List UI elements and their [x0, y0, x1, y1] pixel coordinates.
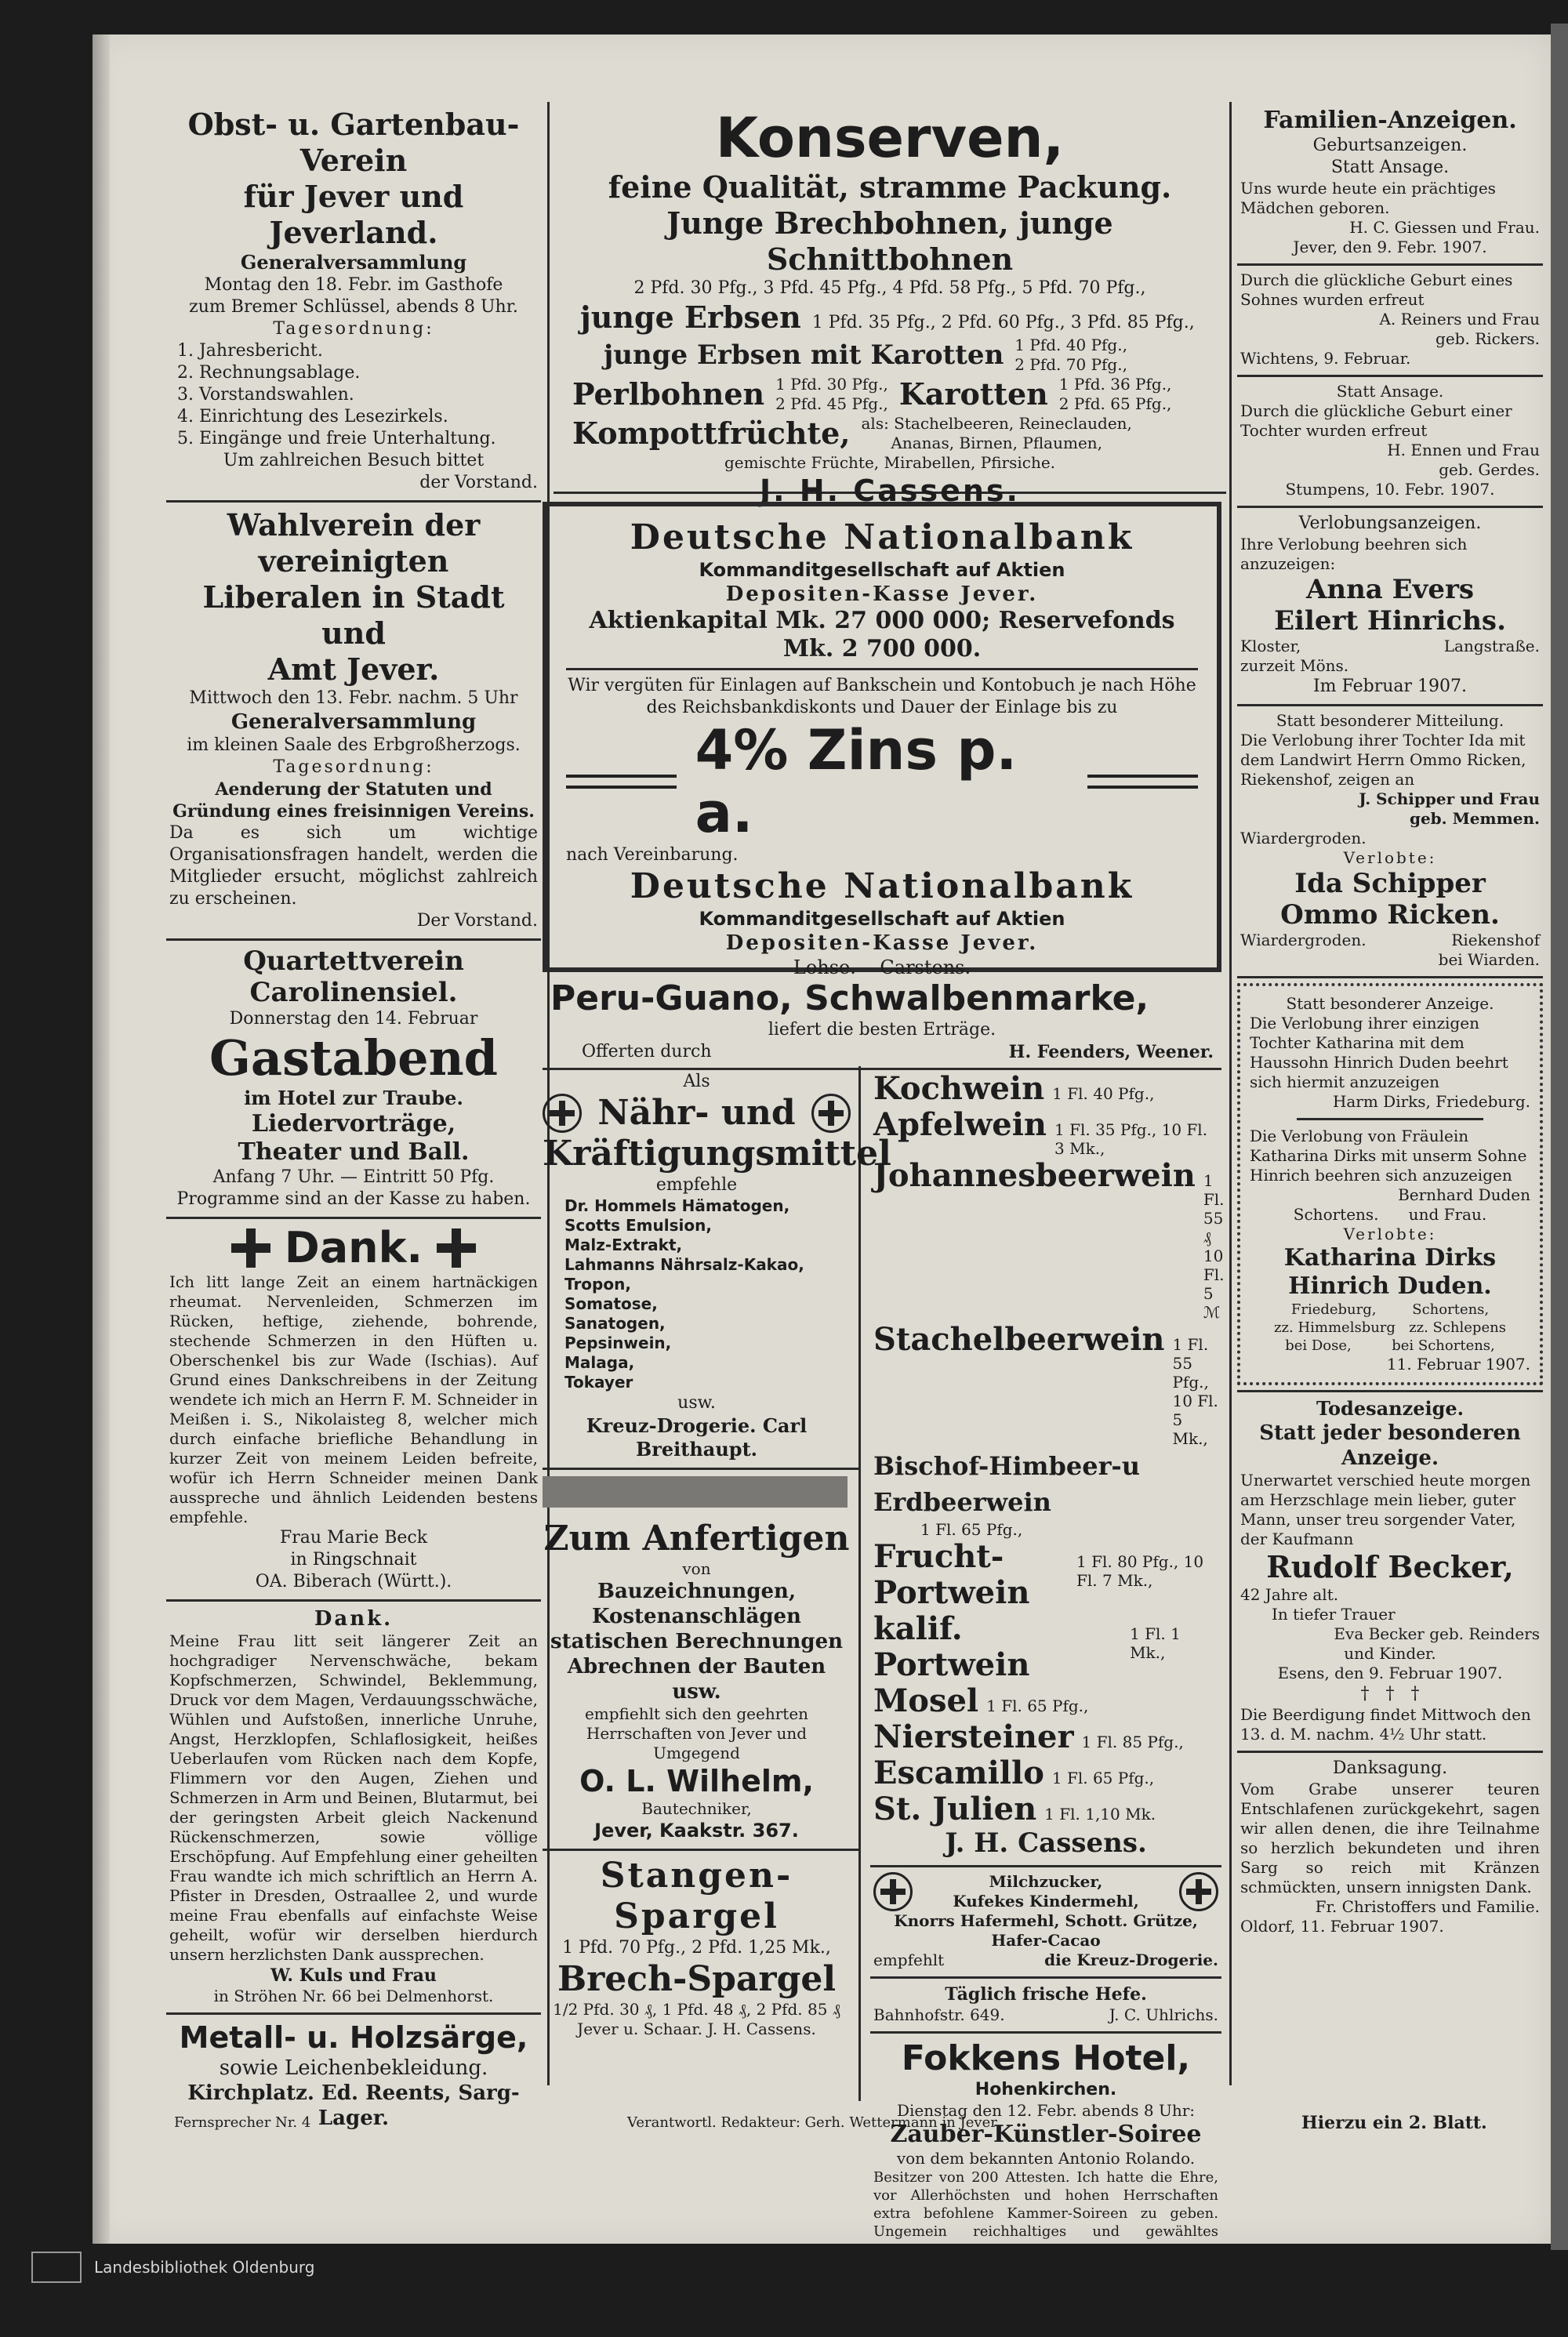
ad-danksagung: [1237, 1753, 1543, 1943]
ad-fokkens-hotel: [870, 2034, 1221, 2337]
ennen-statt: Statt Ansage.: [1336, 382, 1444, 401]
obst-agenda-label: Tagesordnung:: [273, 319, 434, 339]
bar-ornament: [566, 775, 677, 789]
schipper-verlobter: Ommo Ricken.: [1280, 899, 1500, 931]
wine-row: [873, 1683, 1218, 1719]
ad-verlobung-schipper: [1237, 706, 1543, 978]
verlobung-text: Ihre Verlobung beehren sich anzuzeigen:: [1240, 535, 1468, 573]
konserven-item: Karotten: [898, 376, 1048, 412]
quartett-line: Liedervorträge,: [251, 1110, 456, 1138]
cross-icon: [231, 1228, 270, 1268]
cross-icon: [811, 1094, 851, 1133]
ad-verlobung-evers: [1237, 508, 1543, 706]
anfertigen-line: statischen Berechnungen: [550, 1630, 844, 1653]
milch-line: Milchzucker,: [989, 1872, 1103, 1891]
quartett-line: Donnerstag den 14. Februar: [229, 1009, 478, 1029]
naehr-sign: Kreuz-Drogerie. Carl Breithaupt.: [586, 1414, 808, 1461]
column-rule-2: [1229, 102, 1232, 2085]
wine-price: 1 Fl. 1 Mk.,: [1130, 1624, 1181, 1662]
library-watermark: Landesbibliothek Oldenburg: [94, 2258, 315, 2277]
wine-row: [873, 1791, 1218, 1827]
konserven-title: Konserven,: [715, 106, 1065, 170]
wine-row: [873, 1322, 1218, 1448]
todes-beerdigung: Die Beerdigung findet Mittwoch den 13. d. M. nachm. 4½ Uhr statt.: [1240, 1705, 1531, 1744]
ennen-name: H. Ennen und Frau: [1387, 441, 1540, 459]
wine-sign: J. H. Cassens.: [945, 1827, 1147, 1859]
verlobung-title: Verlobungsanzeigen.: [1298, 513, 1482, 533]
bank-kapital: Aktienkapital Mk. 27 000 000; Reservefonds Mk. 2 700 000.: [589, 607, 1175, 662]
duden-name: Bernhard Duden: [1398, 1185, 1530, 1204]
wine-price: 1 Fl. 40 Pfg.,: [1052, 1084, 1155, 1103]
familien-title: Familien-Anzeigen.: [1263, 107, 1517, 134]
naehr-item: Somatose,: [564, 1294, 658, 1313]
wine-row: [873, 1611, 1218, 1683]
schipper-text: Die Verlobung ihrer Tochter Ida mit dem Landwirt Herrn Ommo Ricken, Riekenshof, zeigen an: [1240, 731, 1526, 789]
ad-milchzucker: [870, 1867, 1221, 1979]
ad-geburt-ennen: [1237, 377, 1543, 508]
cross-icon: [1179, 1872, 1218, 1911]
schipper-place: bei Wiarden.: [1438, 950, 1540, 969]
naehr-title: Kräftigungsmittel: [543, 1134, 891, 1174]
wahl-title: Liberalen in Stadt und: [202, 579, 505, 651]
obst-subtitle: für Jever und Jeverland.: [243, 179, 464, 250]
obst-heading: Generalversammlung: [240, 251, 467, 274]
cross-icons: † † †: [1360, 1684, 1420, 1704]
ad-dank-kuls: [166, 1602, 541, 2015]
cross-icon: [437, 1228, 476, 1268]
obst-agenda: [169, 340, 538, 450]
ad-hefe: [870, 1979, 1221, 2034]
familien-name: H. C. Giessen und Frau.: [1349, 218, 1540, 237]
saerge-title: Metall- u. Holzsärge,: [179, 2020, 528, 2055]
spargel-line: 1/2 Pfd. 30 ₰, 1 Pfd. 48 ₰, 2 Pfd. 85 ₰: [553, 2000, 840, 2019]
wine-row: [873, 1107, 1218, 1158]
ad-obstverein: [166, 102, 541, 503]
quartett-title: Quartettverein Carolinensiel.: [243, 945, 464, 1008]
konserven-sub: feine Qualität, stramme Packung.: [608, 169, 1172, 205]
konserven-item: junge Erbsen: [580, 299, 801, 335]
ad-naehrmittel: [543, 1066, 891, 1470]
agenda-item: 3. Vorstandswahlen.: [177, 385, 354, 405]
bank-names: Lohse. Carstens.: [793, 956, 971, 978]
milch-line: Knorrs Hafermehl, Schott. Grütze,: [894, 1911, 1198, 1930]
milch-shop: die Kreuz-Drogerie.: [1044, 1951, 1218, 1969]
naehr-item: Tokayer: [564, 1373, 633, 1392]
anfertigen-job: Bautechniker,: [641, 1799, 752, 1818]
naehr-usw: usw.: [677, 1393, 716, 1413]
reiners-text: Durch die glückliche Geburt eines Sohnes wurden erfreut: [1240, 270, 1513, 309]
dank-title: Dank.: [314, 1607, 394, 1631]
agenda-item: 2. Rechnungsablage.: [177, 363, 361, 383]
todes-age: 42 Jahre alt.: [1240, 1585, 1339, 1604]
verlobung-place: zurzeit Möns.: [1240, 656, 1349, 675]
todes-statt: Statt jeder besonderen Anzeige.: [1259, 1421, 1521, 1470]
wine-row: [873, 1520, 1218, 1539]
wine-row: [873, 1157, 1225, 1322]
duden-date: 11. Februar 1907.: [1386, 1355, 1530, 1374]
scan-edge: [1551, 24, 1568, 2250]
duden-verlobte: Verlobte:: [1343, 1225, 1437, 1243]
ad-spargel: [543, 1851, 858, 2045]
wahl-sign: Der Vorstand.: [416, 911, 538, 931]
cross-icon: [873, 1872, 913, 1911]
bank-kasse: Depositen-Kasse Jever.: [725, 582, 1039, 606]
wine-name: Bischof-Himbeer-u Erdbeerwein: [873, 1451, 1140, 1517]
konserven-item: Kompottfrüchte,: [572, 416, 851, 451]
dank-sign: W. Kuls und Frau: [270, 1965, 437, 1986]
wine-name: Mosel: [873, 1682, 979, 1719]
hefe-title: Täglich frische Hefe.: [945, 1984, 1147, 2005]
duden-name: Schortens. und Frau.: [1293, 1205, 1487, 1224]
todes-title: Todesanzeige.: [1316, 1397, 1465, 1420]
dank-text: Ich litt lange Zeit an einem hartnäckigen rheumat. Nervenleiden, Schmerzen im Rücken, heftige, ziehende, bohrende, stechende Schmerzen in den Hüften u. Oberschenkel bis zur Wade (Ischias). Auf Grund eines Dankschreibens in der Zeitung wendete ich mich an Herrn F. M. Schneider in Meißen i. S., Nikolaisteg 8, welcher mich durch einfache briefliche Behandlung in kurzer Zeit von meinem Leiden befreite, wofür ich Herrn Schneider meinen Dank ausspreche und ähnlich Leidenden bestens empfehle.: [169, 1272, 538, 1526]
duden-name: Harm Dirks, Friedeburg.: [1332, 1092, 1530, 1111]
fokkens-preise: Preise der Plätze: Im Vorverkauf bei Herrn Fokken 1. Platz 60 Pfg., 2. Platz 40 Pfg. An der Kasse 1. Platz 75 Pfg., 2. Platz 50 Pfg. Kinder die Hälfte. Programm an der Kasse.: [873, 2259, 1218, 2330]
anfertigen-line: Bauzeichnungen, Kostenanschlägen: [592, 1580, 801, 1628]
naehr-item: Malz-Extrakt,: [564, 1236, 683, 1254]
wine-name: Escamillo: [873, 1755, 1044, 1791]
obst-closing: Um zahlreichen Besuch bittet: [223, 451, 485, 470]
reiners-name: A. Reiners und Frau: [1379, 310, 1540, 328]
wine-name: Kochwein: [873, 1070, 1045, 1107]
footer-editor: Verantwortl. Redakteur: Gerh. Wettermann in Jever.: [627, 2114, 1000, 2131]
wahl-agenda-label: Tagesordnung:: [273, 757, 434, 777]
obst-line: Montag den 18. Febr. im Gasthofe: [204, 275, 503, 295]
danksagung-title: Danksagung.: [1332, 1758, 1448, 1778]
footer-note: Hierzu ein 2. Blatt.: [1301, 2113, 1487, 2133]
duden-verlobter: Katharina Dirks: [1283, 1244, 1497, 1272]
naehr-item: Tropon,: [564, 1275, 631, 1294]
bank-nach: nach Vereinbarung.: [566, 845, 739, 865]
anfertigen-name: O. L. Wilhelm,: [579, 1764, 814, 1798]
guano-title: Peru-Guano, Schwalbenmarke,: [550, 978, 1149, 1018]
reiners-date: Wichtens, 9. Februar.: [1240, 349, 1411, 368]
wine-row: [873, 1755, 1218, 1791]
duden-text: Die Verlobung ihrer einzigen Tochter Katharina mit dem Haussohn Hinrich Duden beehrt sich hiermit anzuzeigen: [1250, 1014, 1508, 1091]
konserven-price: 1 Pfd. 30 Pfg.,: [775, 375, 888, 394]
danksagung-text: Vom Grabe unserer teuren Entschlafenen zurückgekehrt, sagen wir allen denen, die ihre Teilnahme so herzlich bekundeten und ihren Sarg so reich mit Kränzen schmückten, unsern innigsten Dank.: [1240, 1780, 1540, 1896]
naehr-item: Dr. Hommels Hämatogen,: [564, 1196, 790, 1215]
obst-title: Obst- u. Gartenbau-Verein: [187, 107, 520, 178]
fokkens-text: Besitzer von 200 Attesten. Ich hatte die Ehre, vor Allerhöchsten und hohen Herrschaften extra befohlene Kammer-Soireen zu geben. Ungemein reichhaltiges und gewähltes Programm.: [873, 2169, 1218, 2258]
dank-title: Dank.: [284, 1223, 423, 1272]
anfertigen-addr: Jever, Kaakstr. 367.: [594, 1820, 799, 1842]
ad-guano: [543, 975, 1221, 1070]
spargel-sign: Jever u. Schaar. J. H. Cassens.: [577, 2019, 816, 2038]
konserven-item: junge Erbsen mit Karotten: [604, 339, 1004, 371]
duden-statt: Statt besonderer Anzeige.: [1286, 994, 1494, 1013]
wine-row: [873, 1539, 1218, 1611]
wine-name: Frucht-Portwein: [873, 1538, 1030, 1611]
wine-name: Stachelbeerwein: [873, 1321, 1165, 1358]
verlobung-place: Kloster,: [1240, 637, 1301, 655]
wahl-heading: Generalversammlung: [230, 710, 477, 734]
fokkens-place: Hohenkirchen.: [975, 2080, 1117, 2099]
todes-family: und Kinder.: [1344, 1644, 1436, 1663]
ad-wahlverein: [166, 503, 541, 941]
schipper-statt: Statt besonderer Mitteilung.: [1276, 711, 1504, 730]
quartett-big: Gastabend: [209, 1029, 499, 1087]
todes-family: Eva Becker geb. Reinders: [1334, 1624, 1540, 1643]
ennen-text: Durch die glückliche Geburt einer Tochter wurden erfreut: [1240, 401, 1512, 440]
todes-text: Unerwartet verschied heute morgen am Herzschlage mein lieber, guter Mann, unser treu sorgender Vater, der Kaufmann: [1240, 1471, 1531, 1548]
verlobung-place: Langstraße.: [1443, 637, 1540, 655]
wine-price: 1 Fl. 85 Pfg.,: [1081, 1733, 1184, 1751]
konserven-price: 1 Pfd. 40 Pfg.,: [1014, 336, 1127, 354]
konserven-price: 2 Pfd. 45 Pfg.,: [775, 394, 888, 413]
wahl-title: Amt Jever.: [267, 651, 440, 687]
schipper-place: Wiardergroden.: [1240, 829, 1367, 847]
naehr-als: Als: [683, 1072, 710, 1091]
familien-sub: Geburtsanzeigen.: [1312, 136, 1468, 155]
familien-text: Uns wurde heute ein prächtiges Mädchen geboren.: [1240, 179, 1496, 217]
wine-price: 1 Fl. 80 Pfg., 10 Fl. 7 Mk.,: [1076, 1552, 1204, 1590]
ad-nationalbank: [543, 502, 1221, 978]
cross-icon: [543, 1094, 582, 1133]
wahl-line: im kleinen Saale des Erbgroßherzogs.: [187, 735, 521, 755]
anfertigen-text: empfiehlt sich den geehrten Herrschaften von Jever und Umgegend: [584, 1704, 809, 1762]
konserven-sign: J. H. Cassens.: [760, 474, 1020, 508]
fokkens-by: von dem bekannten Antonio Rolando.: [896, 2149, 1196, 2168]
konserven-item: Junge Brechbohnen, junge Schnittbohnen: [666, 205, 1113, 277]
dank-sign: in Ringschnait: [290, 1550, 417, 1569]
ennen-date: Stumpens, 10. Febr. 1907.: [1285, 480, 1495, 499]
ad-konserven: [554, 102, 1226, 508]
duden-text: Die Verlobung von Fräulein Katharina Dirks mit unserm Sohne Hinrich beehren sich anzuzeigen: [1250, 1127, 1527, 1185]
quartett-line: Theater und Ball.: [238, 1138, 470, 1166]
wahl-title: Wahlverein der vereinigten: [227, 507, 481, 579]
obst-sign: der Vorstand.: [419, 473, 538, 492]
saerge-line: Kirchplatz. Ed. Reents, Sarg-Lager.: [187, 2081, 520, 2130]
todes-name: Rudolf Becker,: [1266, 1549, 1514, 1584]
wine-name: kalif. Portwein: [873, 1610, 1030, 1683]
fokkens-title: Fokkens Hotel,: [901, 2038, 1191, 2078]
schipper-place: Wiardergroden.: [1240, 931, 1367, 949]
verlobung-name: Eilert Hinrichs.: [1274, 605, 1506, 637]
naehr-item: Scotts Emulsion,: [564, 1216, 712, 1235]
obst-line: zum Bremer Schlüssel, abends 8 Uhr.: [189, 297, 518, 317]
guano-line: Offerten durch: [582, 1042, 712, 1061]
library-logo-icon: [31, 2252, 82, 2283]
konserven-price: 2 Pfd. 30 Pfg., 3 Pfd. 45 Pfg., 4 Pfd. 58 Pfg., 5 Pfd. 70 Pfg.,: [633, 278, 1146, 298]
spargel-title: Stangen-Spargel: [600, 1856, 793, 1936]
anfertigen-von: von: [682, 1559, 711, 1578]
ad-geburt-giessen: [1237, 102, 1543, 266]
wahl-text: Da es sich um wichtige Organisationsfragen handelt, werden die Mitglieder ersucht, möglichst zahlreich zu erscheinen.: [169, 823, 538, 909]
schipper-place: Riekenshof: [1451, 931, 1540, 949]
guano-line: liefert die besten Erträge.: [768, 1020, 996, 1040]
verlobung-name: Anna Evers: [1305, 574, 1475, 605]
konserven-price: 1 Pfd. 35 Pfg., 2 Pfd. 60 Pfg., 3 Pfd. 85 Pfg.,: [811, 313, 1195, 332]
bank-zins: 4% Zins p. a.: [695, 718, 1018, 845]
duden-place: bei Dose, bei Schortens,: [1285, 1337, 1495, 1354]
naehr-item: Lahmanns Nährsalz-Kakao,: [564, 1255, 804, 1274]
konserven-price: 2 Pfd. 70 Pfg.,: [1014, 355, 1127, 374]
wine-name: Johannesbeerwein: [873, 1157, 1196, 1194]
verlobung-date: Im Februar 1907.: [1312, 677, 1467, 696]
agenda-item: 1. Jahresbericht.: [177, 341, 323, 361]
konserven-fruits: Ananas, Birnen, Pflaumen,: [891, 434, 1103, 452]
wine-name: Apfelwein: [873, 1106, 1047, 1143]
familien-date: Jever, den 9. Febr. 1907.: [1293, 238, 1487, 256]
familien-statt: Statt Ansage.: [1330, 158, 1450, 177]
dank-text: Meine Frau litt seit längerer Zeit an hochgradiger Nervenschwäche, bekam Kopfschmerzen, Schwindel, Beklemmung, Druck vor dem Magen, Verdauungsschwäche, Wühlen und Aufstoßen, innerliche Unruhe, Angst, Herzklopfen, Schlaflosigkeit, heißes Ueberlaufen vom Rücken nach dem Kopfe, Flimmern vor den Augen, Ziehen und Schmerzen in Arm und Beinen, Blutarmut, bei der geringsten Arbeit gleich Nackenund Rückenschmerzen, sowie völlige Erschöpfung. Auf Empfehlung einer geheilten Frau wandte ich mich schriftlich an Herrn A. Pfister in Dresden, Ostraallee 2, und wurde meine Frau ebenfalls auf einfachste Weise geheilt, wofür wir derselben hierdurch unsern herzlichsten Dank aussprechen.: [169, 1631, 539, 1964]
subcolumn-right: [870, 1066, 1225, 2337]
spargel-line: 1 Pfd. 70 Pfg., 2 Pfd. 1,25 Mk.,: [562, 1938, 831, 1958]
reiners-name: geb. Rickers.: [1436, 329, 1540, 348]
wine-price: 1 Fl. 55 ₰ 10 Fl. 5 ℳ: [1203, 1171, 1225, 1322]
ad-geburt-reiners: [1237, 266, 1543, 377]
duden-place: Friedeburg, Schortens,: [1290, 1301, 1490, 1318]
naehr-emp: empfehle: [655, 1175, 738, 1195]
wine-price: 1 Fl. 65 Pfg.,: [920, 1520, 1023, 1539]
wine-price: 1 Fl. 35 Pfg., 10 Fl. 3 Mk.,: [1054, 1120, 1208, 1158]
todes-trauer: In tiefer Trauer: [1272, 1605, 1396, 1624]
column-middle: [554, 102, 1226, 508]
bank-text: Wir vergüten für Einlagen auf Bankschein und Kontobuch je nach Höhe des Reichsbankdiskonts und Dauer der Einlage bis zu: [568, 676, 1196, 717]
naehr-items: [543, 1196, 851, 1392]
ennen-name: geb. Gerdes.: [1439, 460, 1540, 479]
naehr-item: Pepsinwein,: [564, 1334, 672, 1352]
danksagung-name: Fr. Christoffers und Familie.: [1315, 1897, 1540, 1916]
konserven-item: Perlbohnen: [572, 376, 765, 412]
fokkens-big: Zauber-Künstler-Soiree: [890, 2121, 1202, 2148]
dank-sign: OA. Biberach (Württ.).: [255, 1572, 452, 1591]
wine-row: [873, 1719, 1218, 1755]
milch-emp: empfehlt: [873, 1951, 945, 1969]
column-left: [166, 102, 541, 2137]
wine-row: [873, 1448, 1218, 1520]
todes-date: Esens, den 9. Februar 1907.: [1277, 1664, 1503, 1682]
hefe-line: Bahnhofstr. 649.: [873, 2005, 1005, 2024]
konserven-fruits: als: Stachelbeeren, Reineclauden,: [861, 414, 1132, 433]
ad-quartettverein: [166, 941, 541, 1219]
fokkens-date: Dienstag den 12. Febr. abends 8 Uhr:: [896, 2101, 1196, 2120]
bank-kasse: Depositen-Kasse Jever.: [725, 931, 1039, 955]
bank-sub: Kommanditgesellschaft auf Aktien: [699, 908, 1065, 930]
spargel-title: Brech-Spargel: [557, 1959, 837, 1999]
ad-verlobung-duden: [1237, 983, 1543, 1385]
bar-ornament: [1087, 775, 1198, 789]
saerge-line: sowie Leichenbekleidung.: [219, 2056, 488, 2080]
agenda-item: 4. Einrichtung des Lesezirkels.: [177, 407, 448, 426]
hefe-sign: J. C. Uhlrichs.: [1109, 2005, 1218, 2024]
anfertigen-line: Abrechnen der Bauten usw.: [567, 1655, 826, 1704]
naehr-item: Sanatogen,: [564, 1314, 666, 1333]
schipper-name: geb. Memmen.: [1409, 809, 1540, 828]
anfertigen-title: Zum Anfertigen: [543, 1519, 850, 1559]
naehr-title: Nähr- und: [597, 1093, 796, 1133]
danksagung-date: Oldorf, 11. Februar 1907.: [1240, 1917, 1444, 1936]
schipper-verlobte: Verlobte:: [1343, 848, 1437, 867]
bank-title: Deutsche Nationalbank: [630, 866, 1134, 906]
konserven-price: 1 Pfd. 36 Pfg.,: [1058, 375, 1172, 394]
bank-sub: Kommanditgesellschaft auf Aktien: [699, 559, 1065, 581]
quartett-line: im Hotel zur Traube.: [244, 1087, 463, 1109]
guano-sign: H. Feenders, Weener.: [1008, 1042, 1214, 1062]
wine-row: [873, 1071, 1218, 1107]
dank-sign: in Ströhen Nr. 66 bei Delmenhorst.: [213, 1987, 494, 2005]
grey-bar: [543, 1476, 848, 1508]
bank-title: Deutsche Nationalbank: [630, 517, 1134, 557]
schipper-name: J. Schipper und Frau: [1359, 789, 1540, 808]
page-binding: [93, 34, 110, 2244]
wahl-line: Mittwoch den 13. Febr. nachm. 5 Uhr: [189, 688, 518, 708]
konserven-price: 2 Pfd. 65 Pfg.,: [1058, 394, 1172, 413]
dank-sign: Frau Marie Beck: [279, 1528, 428, 1548]
naehr-item: Malaga,: [564, 1353, 635, 1372]
schipper-verlobter: Ida Schipper: [1294, 868, 1486, 899]
wine-name: Niersteiner: [873, 1718, 1074, 1755]
agenda-item: 5. Eingänge und freie Unterhaltung.: [177, 429, 496, 448]
wine-price: 1 Fl. 65 Pfg.,: [986, 1697, 1089, 1715]
konserven-fruits: gemischte Früchte, Mirabellen, Pfirsiche.: [724, 453, 1056, 472]
ad-anfertigen: [543, 1514, 858, 1851]
wine-price: 1 Fl. 1,10 Mk.: [1044, 1805, 1156, 1824]
wine-name: St. Julien: [873, 1791, 1037, 1827]
subcolumn-left: [543, 1066, 891, 2101]
wine-price: 1 Fl. 55 Pfg., 10 Fl. 5 Mk.,: [1172, 1335, 1218, 1448]
wahl-agenda: Aenderung der Statuten und Gründung eines freisinnigen Vereins.: [172, 779, 535, 822]
quartett-line: Programme sind an der Kasse zu haben.: [176, 1189, 531, 1209]
milch-line: Hafer-Cacao: [991, 1931, 1101, 1950]
ad-weine: [870, 1066, 1225, 1867]
quartett-line: Anfang 7 Uhr. — Eintritt 50 Pfg.: [212, 1167, 495, 1187]
ad-dank-schneider: [166, 1219, 541, 1602]
duden-verlobter: Hinrich Duden.: [1288, 1272, 1492, 1300]
column-right: [1237, 102, 1543, 1943]
duden-place: zz. Himmelsburg zz. Schlepens: [1274, 1319, 1506, 1336]
ad-todesanzeige: [1237, 1390, 1543, 1753]
wine-price: 1 Fl. 65 Pfg.,: [1051, 1769, 1155, 1787]
milch-line: Kufekes Kindermehl,: [953, 1892, 1139, 1911]
footer-phone: Fernsprecher Nr. 4: [174, 2114, 311, 2131]
